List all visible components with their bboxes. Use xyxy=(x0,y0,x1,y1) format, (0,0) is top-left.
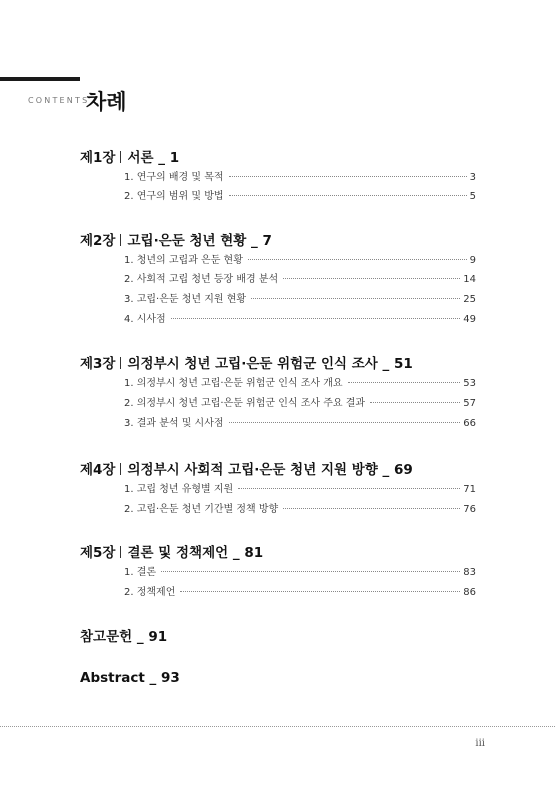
toc-entry[interactable] xyxy=(124,414,476,430)
toc-entry-page: 14 xyxy=(463,274,476,285)
toc-entry[interactable] xyxy=(124,290,476,306)
toc-entry-page: 3 xyxy=(469,172,476,183)
chapter-number: 제4장 xyxy=(80,462,116,478)
toc-entry[interactable] xyxy=(124,374,476,390)
toc-entry-label: 2. 고립·은둔 청년 기간별 정책 방향 xyxy=(124,504,279,515)
chapter-1-heading[interactable] xyxy=(80,146,480,166)
toc-entry-page: 5 xyxy=(469,191,476,202)
chapter-2-heading[interactable] xyxy=(80,229,480,249)
toc-entry-label: 2. 정책제언 xyxy=(124,587,176,598)
toc-entry[interactable] xyxy=(124,251,476,267)
toc-entry-label: 1. 의정부시 청년 고립·은둔 위험군 인식 조사 개요 xyxy=(124,378,343,389)
toc-entry-label: 3. 결과 분석 및 시사점 xyxy=(124,418,224,429)
dot-leader xyxy=(238,488,460,489)
toc-entry[interactable] xyxy=(124,583,476,599)
dot-leader xyxy=(251,298,460,299)
dot-leader xyxy=(229,422,461,423)
toc-entry-label: 3. 고립·은둔 청년 지원 현황 xyxy=(124,294,247,305)
abstract-entry[interactable]: Abstract _ 93 xyxy=(80,670,180,686)
toc-entry-label: 1. 연구의 배경 및 목적 xyxy=(124,172,224,183)
toc-entry-page: 49 xyxy=(463,314,476,325)
toc-entry-page: 76 xyxy=(463,504,476,515)
chapter-number: 제3장 xyxy=(80,356,116,372)
chapter-separator xyxy=(120,357,121,369)
toc-entry[interactable] xyxy=(124,187,476,203)
toc-entry-page: 86 xyxy=(463,587,476,598)
toc-entry-label: 2. 연구의 범위 및 방법 xyxy=(124,191,224,202)
chapter-separator xyxy=(120,463,121,475)
dot-leader xyxy=(248,259,467,260)
page-number: iii xyxy=(475,738,485,749)
page-title: 차례 xyxy=(86,90,127,114)
dot-leader xyxy=(180,591,460,592)
toc-entry-page: 57 xyxy=(463,398,476,409)
toc-entry-page: 9 xyxy=(469,255,476,266)
chapter-title: 결론 및 정책제언 _ 81 xyxy=(127,545,264,561)
footer-divider xyxy=(0,726,555,727)
references-entry[interactable]: 참고문헌 _ 91 xyxy=(80,629,168,645)
chapter-title: 의정부시 사회적 고립·은둔 청년 지원 방향 _ 69 xyxy=(127,462,413,478)
toc-entry[interactable] xyxy=(124,480,476,496)
chapter-separator xyxy=(120,546,121,558)
chapter-5-heading[interactable] xyxy=(80,541,480,561)
chapter-number: 제5장 xyxy=(80,545,116,561)
toc-entry-label: 1. 고립 청년 유형별 지원 xyxy=(124,484,234,495)
toc-entry-label: 2. 의정부시 청년 고립·은둔 위험군 인식 조사 주요 결과 xyxy=(124,398,366,409)
chapter-number: 제1장 xyxy=(80,150,116,166)
chapter-title: 의정부시 청년 고립·은둔 위험군 인식 조사 _ 51 xyxy=(127,356,413,372)
toc-entry-label: 4. 시사점 xyxy=(124,314,166,325)
chapter-number: 제2장 xyxy=(80,233,116,249)
dot-leader xyxy=(283,508,460,509)
dot-leader xyxy=(171,318,461,319)
toc-entry[interactable] xyxy=(124,168,476,184)
chapter-4-heading[interactable] xyxy=(80,458,480,478)
chapter-separator xyxy=(120,151,121,163)
toc-entry-page: 83 xyxy=(463,567,476,578)
chapter-title: 고립·은둔 청년 현황 _ 7 xyxy=(127,233,272,249)
dot-leader xyxy=(229,195,467,196)
toc-entry-page: 66 xyxy=(463,418,476,429)
dot-leader xyxy=(283,278,460,279)
toc-entry-page: 71 xyxy=(463,484,476,495)
chapter-3-heading[interactable] xyxy=(80,352,480,372)
dot-leader xyxy=(348,382,461,383)
toc-entry-page: 25 xyxy=(463,294,476,305)
toc-entry[interactable] xyxy=(124,500,476,516)
toc-entry-page: 53 xyxy=(463,378,476,389)
toc-entry[interactable] xyxy=(124,394,476,410)
toc-entry-label: 2. 사회적 고립 청년 등장 배경 분석 xyxy=(124,274,279,285)
toc-entry-label: 1. 청년의 고립과 은둔 현황 xyxy=(124,255,243,266)
dot-leader xyxy=(229,176,467,177)
contents-label: CONTENTS xyxy=(28,96,90,105)
dot-leader xyxy=(370,402,460,403)
toc-entry[interactable] xyxy=(124,563,476,579)
dot-leader xyxy=(161,571,460,572)
chapter-title: 서론 _ 1 xyxy=(127,150,180,166)
chapter-separator xyxy=(120,234,121,246)
top-rule xyxy=(0,77,80,81)
toc-entry-label: 1. 결론 xyxy=(124,567,157,578)
toc-entry[interactable] xyxy=(124,310,476,326)
toc-entry[interactable] xyxy=(124,270,476,286)
